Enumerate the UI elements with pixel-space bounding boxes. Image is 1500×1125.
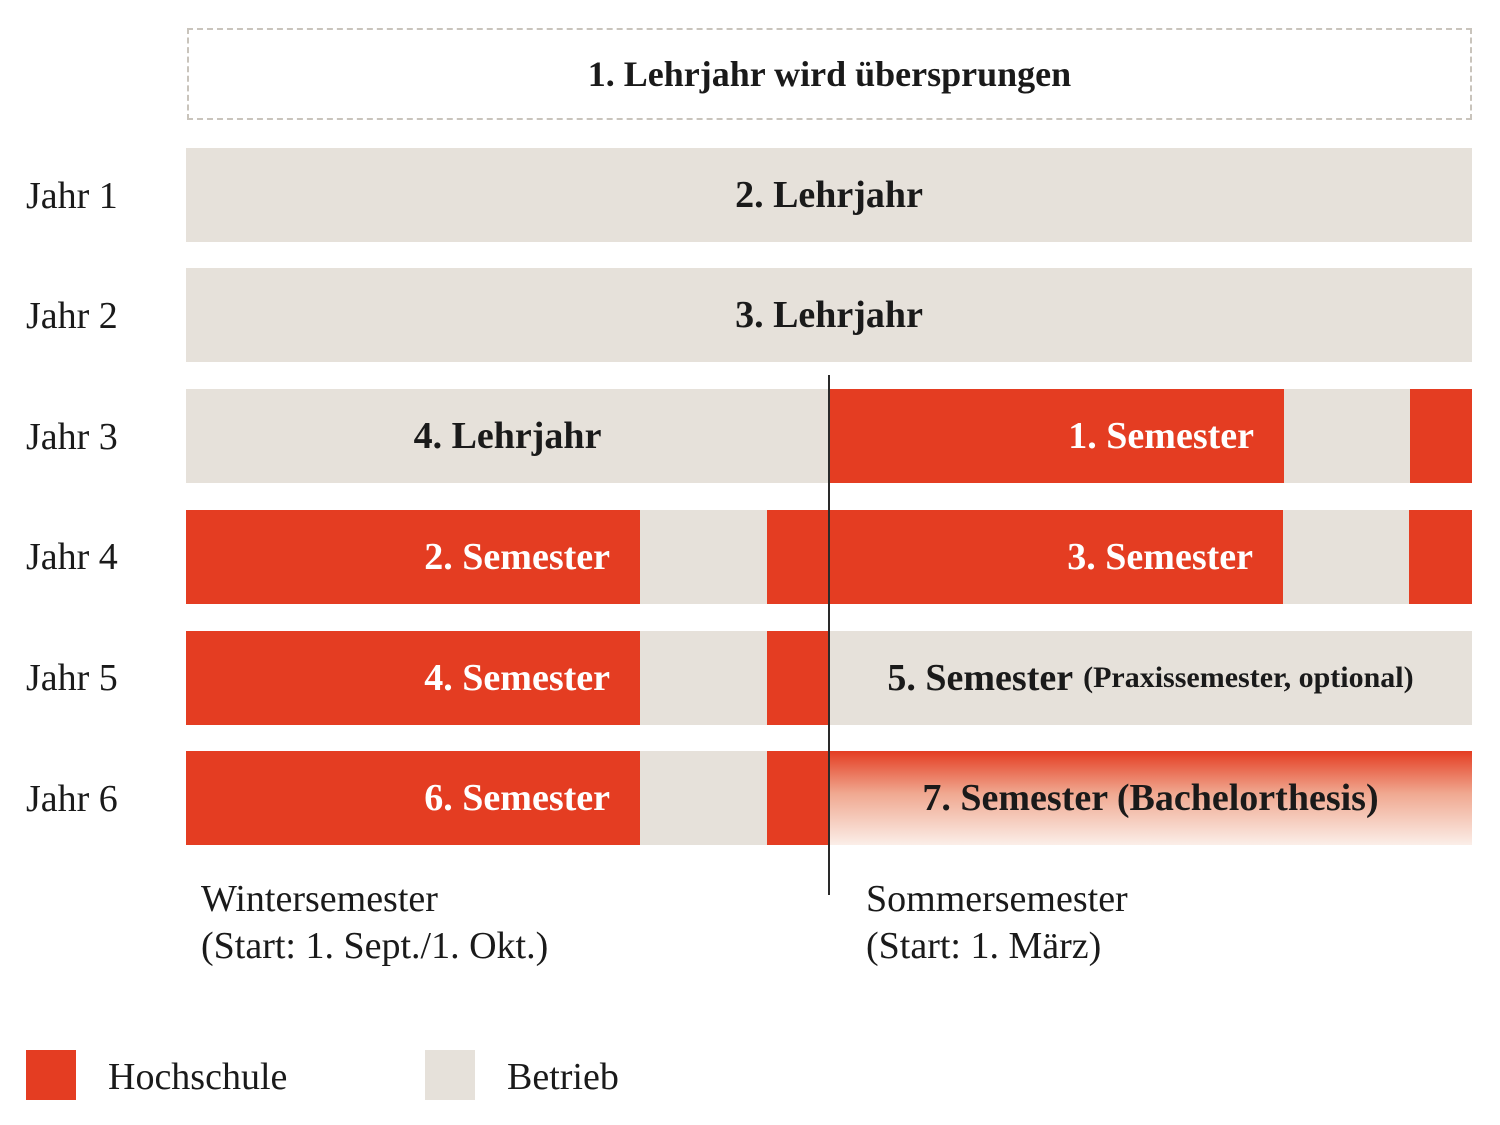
bar-label: 4. Lehrjahr — [413, 415, 602, 457]
bar-label: 3. Semester — [1067, 536, 1253, 578]
bar-hochschule-block — [1409, 510, 1472, 604]
bar-semester-4 — [186, 631, 640, 725]
term-start: (Start: 1. März) — [866, 925, 1102, 967]
bar-lehrjahr-4 — [186, 389, 829, 483]
bar-semester-7-thesis — [829, 751, 1472, 845]
row-label-year-6: Jahr 6 — [26, 778, 118, 820]
bar-semester-3 — [829, 510, 1283, 604]
bar-label: 3. Lehrjahr — [735, 294, 923, 336]
bar-hochschule-block — [767, 510, 829, 604]
term-label-winter — [201, 876, 548, 970]
row-label-year-2: Jahr 2 — [26, 295, 118, 337]
bar-semester-5 — [829, 631, 1472, 725]
skipped-year-box — [187, 28, 1472, 120]
bar-note: (Praxissemester, optional) — [1083, 661, 1414, 694]
term-label-summer — [866, 876, 1128, 970]
bar-hochschule-block — [767, 631, 829, 725]
term-divider-line — [828, 375, 830, 895]
row-label-year-1: Jahr 1 — [26, 175, 118, 217]
legend-swatch-hochschule — [26, 1050, 76, 1100]
bar-semester-1 — [829, 389, 1284, 483]
bar-label: 1. Semester — [1068, 415, 1254, 457]
legend-label-hochschule: Hochschule — [108, 1056, 288, 1098]
row-label-year-4: Jahr 4 — [26, 536, 118, 578]
term-name: Wintersemester — [201, 878, 438, 920]
bar-hochschule-block — [767, 751, 829, 845]
bar-lehrjahr-3 — [186, 268, 1472, 362]
legend-label-betrieb: Betrieb — [507, 1056, 619, 1098]
legend-swatch-betrieb — [425, 1050, 475, 1100]
bar-semester-2 — [186, 510, 640, 604]
bar-lehrjahr-2 — [186, 148, 1472, 242]
bar-label: 5. Semester — [887, 657, 1074, 699]
term-start: (Start: 1. Sept./1. Okt.) — [201, 925, 549, 967]
term-name: Sommersemester — [866, 878, 1128, 920]
bar-label: 7. Semester (Bachelorthesis) — [922, 777, 1379, 819]
skipped-year-label: 1. Lehrjahr wird übersprungen — [587, 54, 1072, 94]
bar-label: 2. Semester — [424, 536, 610, 578]
bar-semester-6 — [186, 751, 640, 845]
row-label-year-5: Jahr 5 — [26, 657, 118, 699]
bar-hochschule-block — [1410, 389, 1472, 483]
bar-label: 6. Semester — [424, 777, 610, 819]
bar-label: 2. Lehrjahr — [735, 174, 923, 216]
bar-label: 4. Semester — [424, 657, 610, 699]
row-label-year-3: Jahr 3 — [26, 416, 118, 458]
